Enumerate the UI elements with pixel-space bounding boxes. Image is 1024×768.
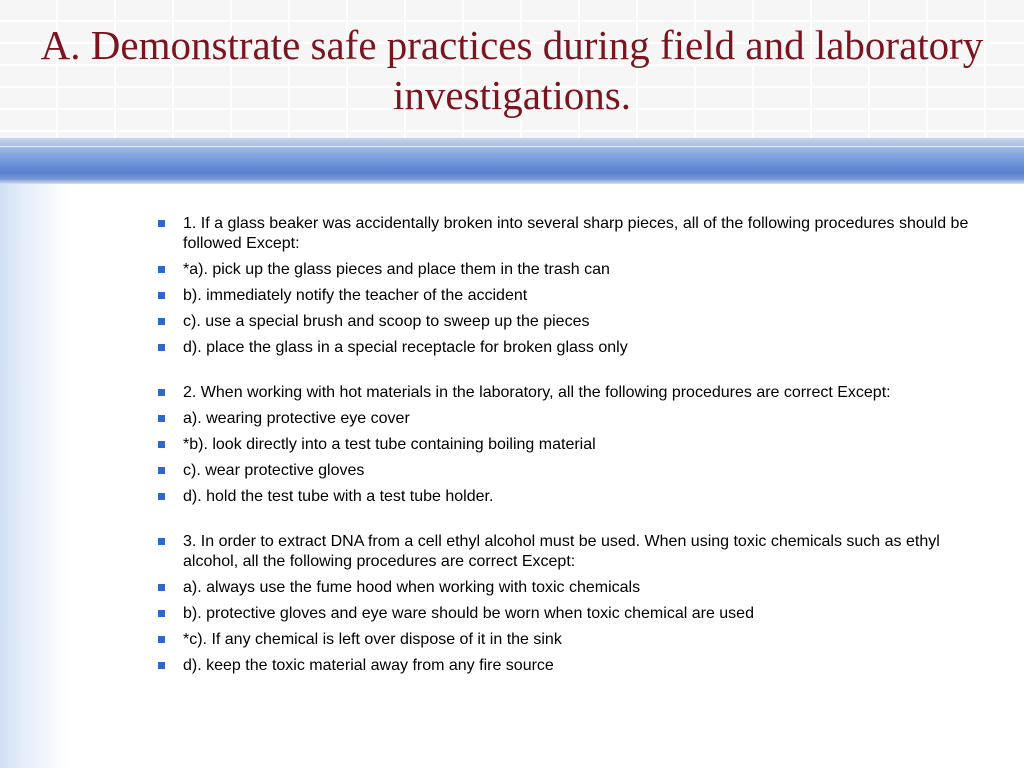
- answer-option: [156, 338, 976, 358]
- answer-option: [156, 435, 976, 455]
- bullet-text: *b). look directly into a test tube containing boiling material: [183, 436, 596, 453]
- square-bullet-icon: [158, 538, 165, 545]
- question-group-2: [156, 383, 976, 507]
- bullet-text: b). immediately notify the teacher of the accident: [183, 287, 528, 304]
- answer-option: [156, 409, 976, 429]
- question-group-1: [156, 214, 976, 358]
- square-bullet-icon: [158, 344, 165, 351]
- bullet-text: d). hold the test tube with a test tube holder.: [183, 488, 494, 505]
- header-divider-band: [0, 138, 1024, 184]
- answer-option: [156, 286, 976, 306]
- question-text: [156, 383, 976, 403]
- bullet-text: 1. If a glass beaker was accidentally broken into several sharp pieces, all of the following procedures should be followed Except:: [183, 215, 969, 252]
- bullet-text: b). protective gloves and eye ware should be worn when toxic chemical are used: [183, 605, 754, 622]
- square-bullet-icon: [158, 584, 165, 591]
- band-highlight-line: [0, 146, 1024, 147]
- answer-option: [156, 630, 976, 650]
- answer-option: [156, 656, 976, 676]
- bullet-text: 3. In order to extract DNA from a cell ethyl alcohol must be used. When using toxic chemicals such as ethyl alcohol, all the following procedures are correct Except:: [183, 533, 940, 570]
- slide-title: A. Demonstrate safe practices during field and laboratory investigations.: [40, 22, 984, 118]
- bullet-text: d). place the glass in a special receptacle for broken glass only: [183, 339, 628, 356]
- question-group-3: [156, 532, 976, 676]
- square-bullet-icon: [158, 292, 165, 299]
- bullet-text: c). use a special brush and scoop to sweep up the pieces: [183, 313, 590, 330]
- answer-option: [156, 260, 976, 280]
- bullet-text: *c). If any chemical is left over dispose of it in the sink: [183, 631, 562, 648]
- square-bullet-icon: [158, 493, 165, 500]
- bullet-text: c). wear protective gloves: [183, 462, 365, 479]
- answer-option: [156, 461, 976, 481]
- bullet-text: 2. When working with hot materials in the laboratory, all the following procedures are correct Except:: [183, 384, 891, 401]
- answer-option: [156, 487, 976, 507]
- square-bullet-icon: [158, 389, 165, 396]
- bullet-text: a). always use the fume hood when working with toxic chemicals: [183, 579, 641, 596]
- square-bullet-icon: [158, 318, 165, 325]
- bullet-text: *a). pick up the glass pieces and place them in the trash can: [183, 261, 610, 278]
- title-area-background: [0, 0, 1024, 138]
- bullet-text: a). wearing protective eye cover: [183, 410, 410, 427]
- square-bullet-icon: [158, 266, 165, 273]
- answer-option: [156, 604, 976, 624]
- square-bullet-icon: [158, 220, 165, 227]
- left-edge-gradient: [0, 184, 70, 768]
- bullet-content-area: [156, 214, 976, 701]
- square-bullet-icon: [158, 610, 165, 617]
- square-bullet-icon: [158, 441, 165, 448]
- square-bullet-icon: [158, 467, 165, 474]
- square-bullet-icon: [158, 662, 165, 669]
- answer-option: [156, 312, 976, 332]
- bullet-text: d). keep the toxic material away from any fire source: [183, 657, 554, 674]
- answer-option: [156, 578, 976, 598]
- question-text: [156, 532, 976, 572]
- square-bullet-icon: [158, 636, 165, 643]
- square-bullet-icon: [158, 415, 165, 422]
- question-text: [156, 214, 976, 254]
